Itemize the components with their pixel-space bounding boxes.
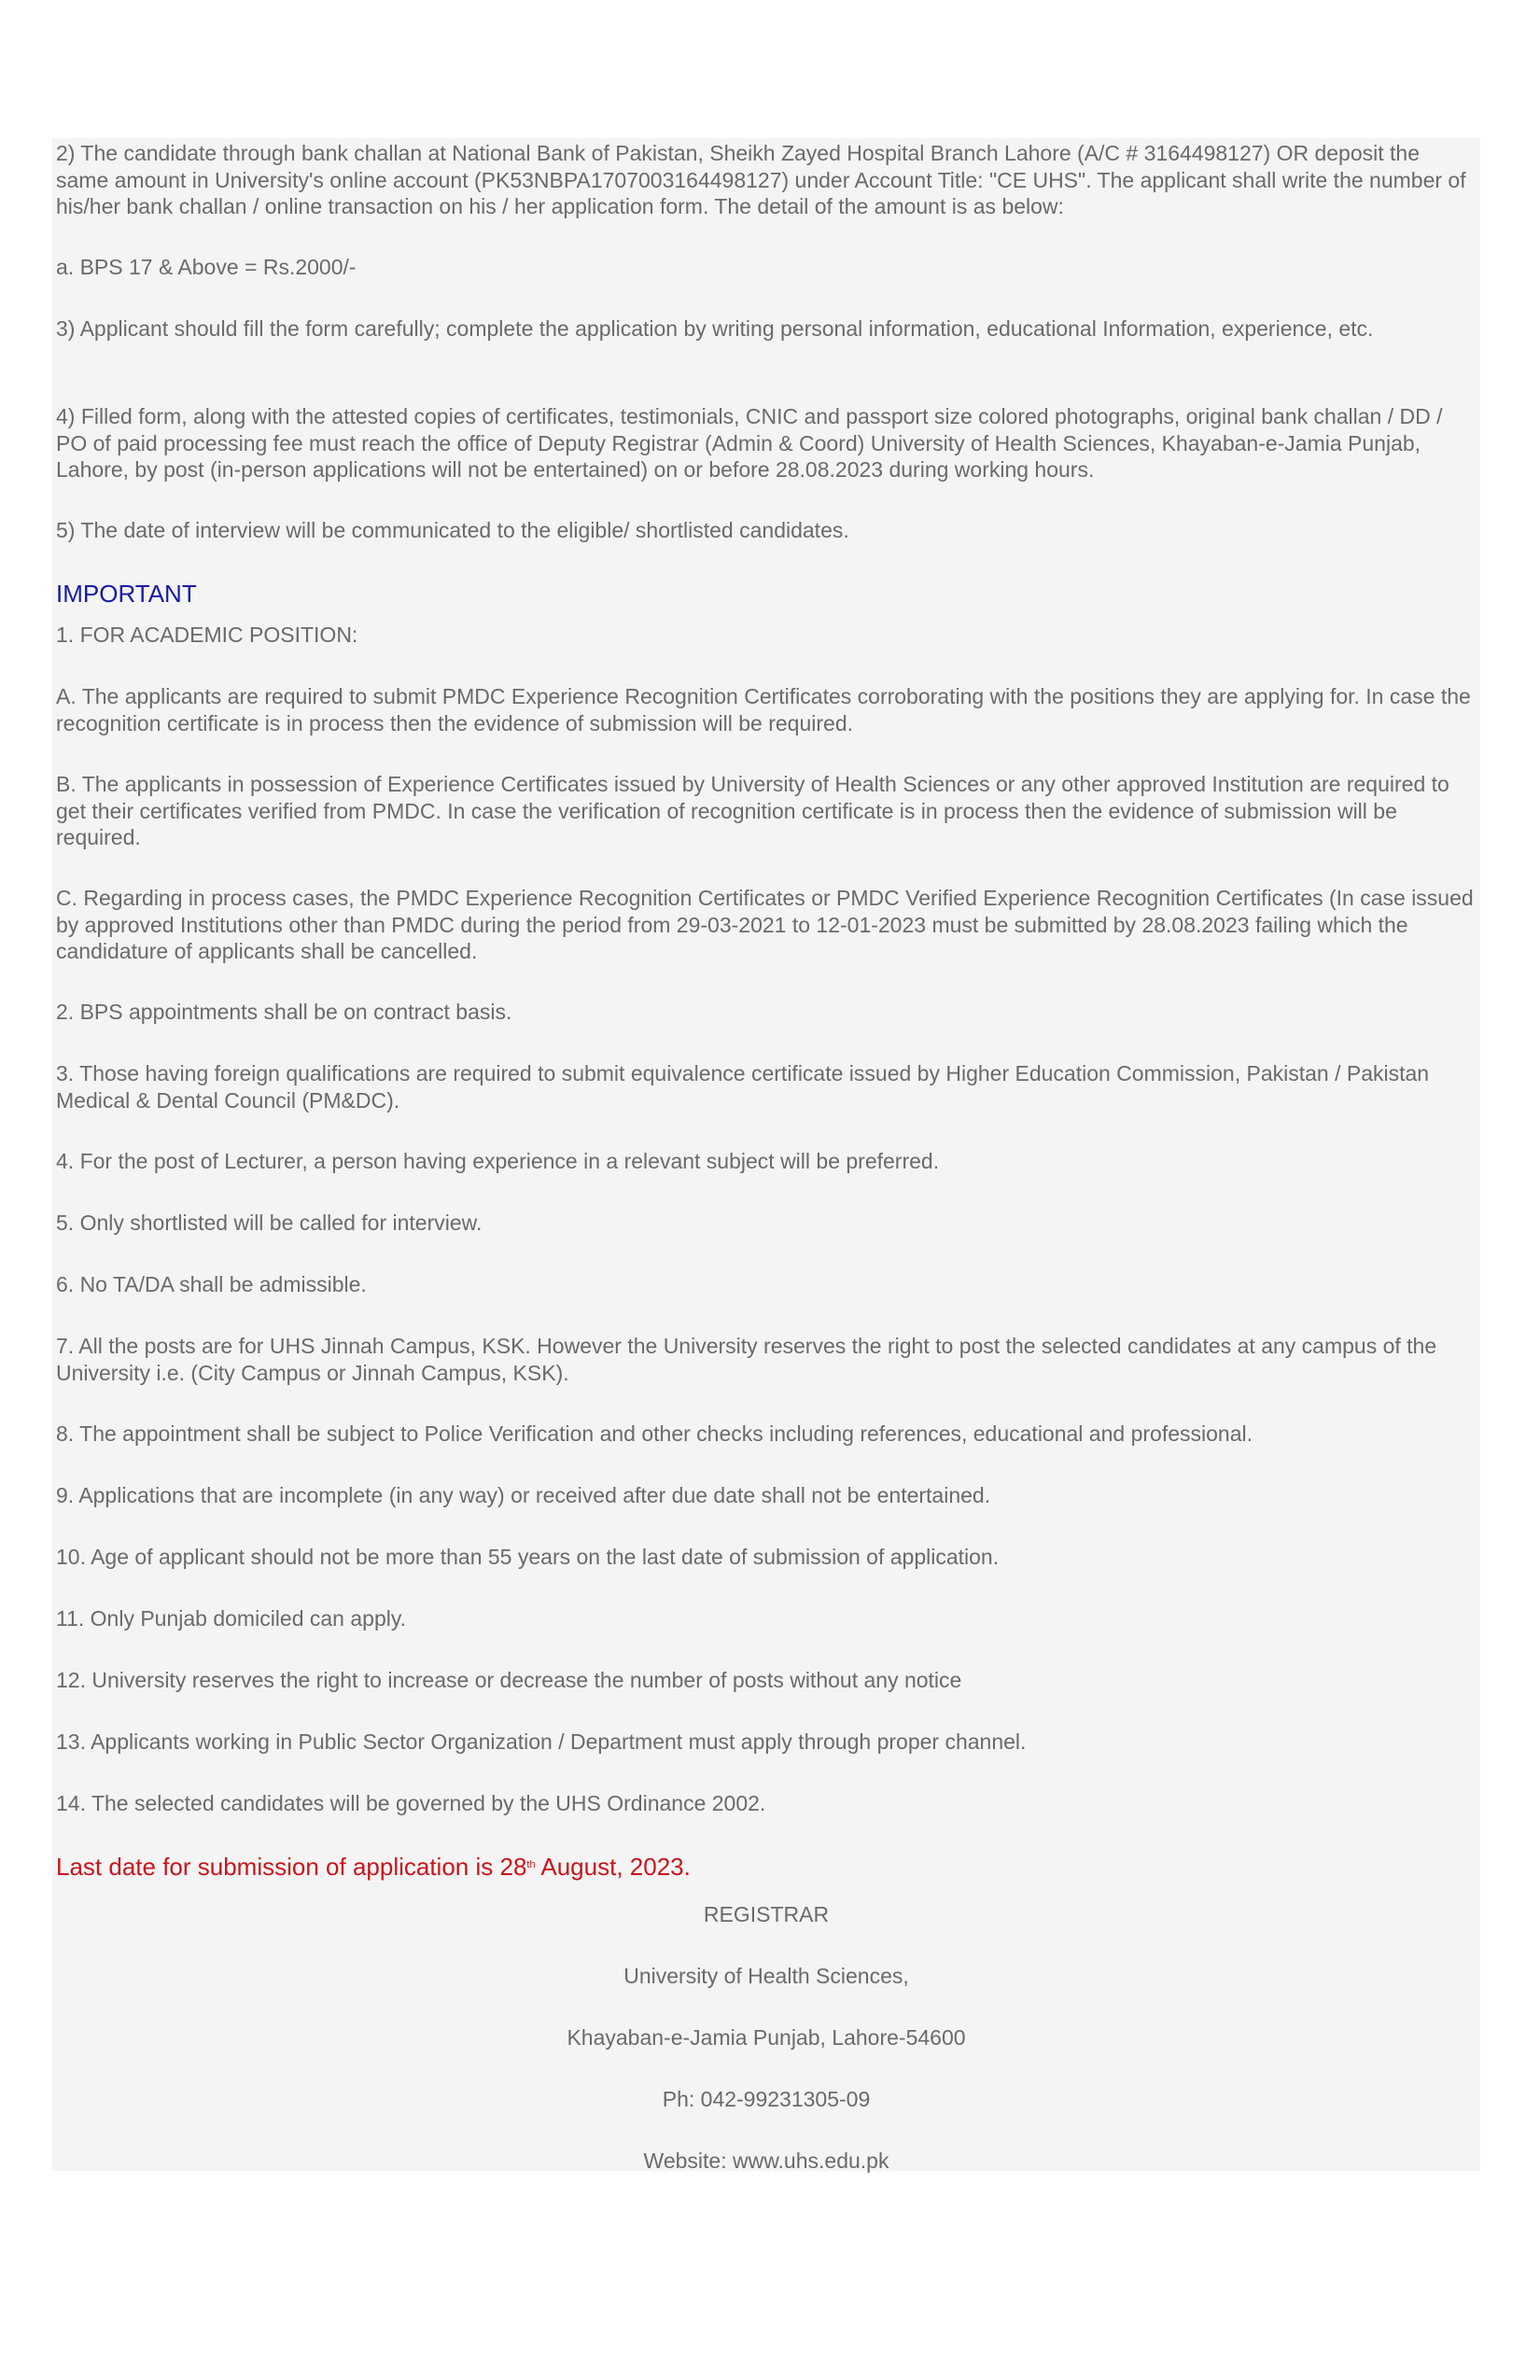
academic-item-a: A. The applicants are required to submit PMDC Experience Recognition Certificates corroborating with the positions they are applying for. In case the recognition certificate is in process then the evidence of submission will be required. [56, 684, 1471, 735]
academic-item-c: C. Regarding in process cases, the PMDC Experience Recognition Certificates or PMDC Verified Experience Recognition Certificates (In case issued by approved Institutions other than PMDC during the period from 29-03-2021 to 12-01-2023 must be submitted by 28.08.2023 failing which the candidature of applicants shall be cancelled. [56, 886, 1474, 963]
instruction-5: 5) The date of interview will be communicated to the eligible/ shortlisted candidates. [56, 518, 849, 542]
important-item-8: 8. The appointment shall be subject to Police Verification and other checks including references, educational and professional. [56, 1421, 1253, 1446]
signatory-website: Website: www.uhs.edu.pk [643, 2149, 889, 2173]
signatory-organization: University of Health Sciences, [623, 1964, 909, 1988]
important-item-4: 4. For the post of Lecturer, a person having experience in a relevant subject will be preferred. [56, 1149, 940, 1173]
deadline-ordinal-suffix: th [526, 1859, 536, 1870]
important-item-9: 9. Applications that are incomplete (in any way) or received after due date shall not be entertained. [56, 1483, 991, 1507]
submission-deadline [56, 1853, 691, 1881]
important-item-2: 2. BPS appointments shall be on contract basis. [56, 1000, 512, 1024]
important-item-10: 10. Age of applicant should not be more than 55 years on the last date of submission of application. [56, 1545, 1000, 1569]
important-item-11: 11. Only Punjab domiciled can apply. [56, 1606, 407, 1631]
important-item-7: 7. All the posts are for UHS Jinnah Campus, KSK. However the University reserves the right to post the selected candidates at any campus of the University i.e. (City Campus or Jinnah Campus, KSK). [56, 1334, 1437, 1385]
signatory-title: REGISTRAR [703, 1902, 830, 1926]
important-item-3: 3. Those having foreign qualifications are required to submit equivalence certificate issued by Higher Education Commission, Pakistan / Pakistan Medical & Dental Council (PM&DC). [56, 1061, 1430, 1113]
instruction-4: 4) Filled form, along with the attested copies of certificates, testimonials, CNIC and passport size colored photographs, original bank challan / DD / PO of paid processing fee must reach the office of Deputy Registrar (Admin & Coord) University of Health Sciences, Khayaban-e-Jamia Punjab, Lahore, by post (in-person applications will not be entertained) on or before 28.08.2023 during working hours. [56, 404, 1443, 482]
important-item-12: 12. University reserves the right to increase or decrease the number of posts without any notice [56, 1668, 962, 1692]
academic-item-b: B. The applicants in possession of Experience Certificates issued by University of Health Sciences or any other approved Institution are required to get their certificates verified from PMDC. In case the verification of recognition certificate is in process then the evidence of submission will be required. [56, 772, 1449, 849]
advertisement-panel [52, 138, 1480, 2171]
deadline-text-before: Last date for submission of application is 28 [56, 1853, 527, 1881]
important-item-6: 6. No TA/DA shall be admissible. [56, 1272, 367, 1296]
important-heading: IMPORTANT [56, 580, 197, 608]
important-item-13: 13. Applicants working in Public Sector Organization / Department must apply through proper channel. [56, 1729, 1027, 1754]
instruction-3: 3) Applicant should fill the form carefully; complete the application by writing personal information, educational Information, experience, etc. [56, 316, 1374, 341]
signatory-phone: Ph: 042-99231305-09 [662, 2087, 871, 2111]
instruction-2a-fee: a. BPS 17 & Above = Rs.2000/- [56, 255, 357, 279]
important-item-5: 5. Only shortlisted will be called for interview. [56, 1211, 483, 1235]
academic-position-title: 1. FOR ACADEMIC POSITION: [56, 623, 358, 647]
signatory-address: Khayaban-e-Jamia Punjab, Lahore-54600 [567, 2025, 966, 2050]
instruction-2: 2) The candidate through bank challan at National Bank of Pakistan, Sheikh Zayed Hospital Branch Lahore (A/C # 3164498127) OR deposit the same amount in University's online account (PK53NBPA1707003164498127) under Account Title: "CE UHS". The applicant shall write the number of his/her bank challan / online transaction on his / her application form. The detail of the amount is as below: [56, 141, 1466, 218]
deadline-text-after: August, 2023. [535, 1853, 691, 1881]
important-item-14: 14. The selected candidates will be governed by the UHS Ordinance 2002. [56, 1791, 766, 1815]
